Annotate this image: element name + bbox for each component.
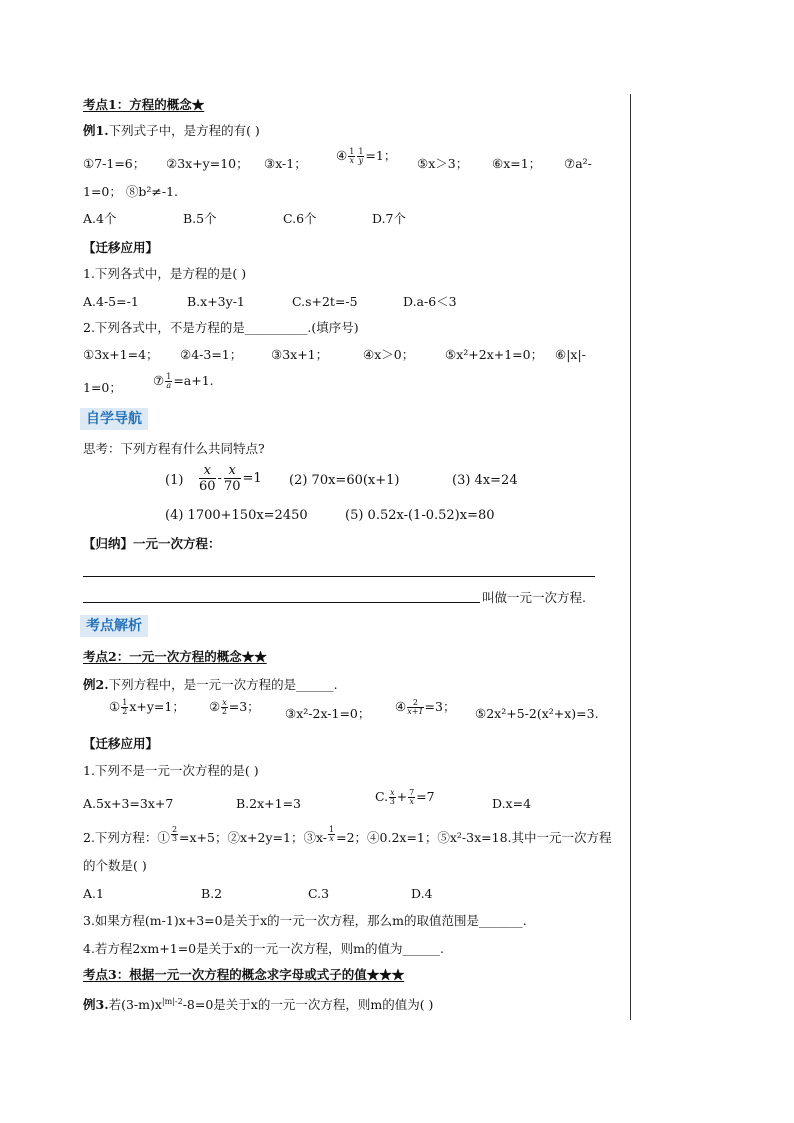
summary-tail: 叫做一元一次方程. (482, 590, 586, 605)
equation-4: (4) 1700+150x=2450 (165, 508, 308, 523)
item-4: ④ $\frac{2}{x+1}$ =3； (395, 698, 456, 716)
transfer-heading: 【迁移应用】 (83, 240, 159, 255)
item-4: ④ $\frac{1}{x}$ $\frac{1}{y}$ =1； (336, 147, 397, 165)
item-3: ③x²-2x-1=0； (285, 706, 371, 721)
right-margin-rule (630, 94, 631, 1020)
item-3: ③x-1； (264, 156, 307, 171)
item-5: ⑤x²+2x+1=0； (445, 347, 544, 362)
example-1-items-cont: 1=0； ⑧b²≠-1. (83, 184, 178, 199)
item-1: ①3x+1=4； (83, 347, 159, 362)
choice-c: C.3 (308, 886, 330, 901)
equation-2: (2) 70x=60(x+1) (289, 473, 400, 488)
example-text: 下列方程中，是一元一次方程的是______. (108, 677, 338, 692)
k1-question-2: 2.下列各式中，不是方程的是__________.(填序号) (83, 320, 359, 335)
answer-line-2 (83, 602, 480, 603)
item-5: ⑤2x²+5-2(x²+x)=3. (475, 706, 599, 721)
choice-a: A.5x+3=3x+7 (83, 796, 174, 811)
k2-question-2: 2.下列方程：① $\frac{2}{3}$ =x+5；②x+2y=1；③x- $\frac{1}{x}$ =2；④0.2x=1；⑤x²-3x=18.其中一元一次方程 (83, 825, 612, 845)
fraction: $\frac{1}{x}$ (349, 147, 355, 165)
example-label: 例1. (83, 123, 109, 138)
item-1: ①7-1=6； (83, 156, 146, 171)
choice-d: D.a-6＜3 (403, 294, 457, 309)
fraction: $\frac{1}{a}$ (166, 372, 172, 390)
item-6: ⑥x=1； (492, 156, 542, 171)
choice-a: A.1 (83, 886, 104, 901)
transfer-heading: 【迁移应用】 (83, 736, 159, 751)
item-2: ②3x+y=10； (166, 156, 249, 171)
choice-a: A.4个 (83, 211, 117, 226)
example-2 (83, 677, 338, 693)
fraction: $\frac{1}{y}$ (358, 147, 364, 165)
choice-c: C. $\frac{x}{3}$ + $\frac{7}{x}$ =7 (375, 788, 435, 806)
example-1 (83, 123, 260, 139)
choice-b: B.5个 (183, 211, 217, 226)
equation-3: (3) 4x=24 (452, 473, 518, 488)
k2-question-4: 4.若方程2xm+1=0是关于x的一元一次方程，则m的值为______. (83, 941, 445, 956)
think-prompt: 思考：下列方程有什么共同特点? (83, 441, 265, 456)
summary-label: 【归纳】一元一次方程： (83, 536, 221, 551)
choice-b: B.2 (201, 886, 223, 901)
section-title-k1: 考点1：方程的概念★ (83, 97, 205, 112)
choice-c: C.s+2t=-5 (292, 294, 358, 309)
equation-1: $\frac{x}{60}$ - $\frac{x}{70}$ =1 (199, 463, 262, 494)
answer-line-1 (83, 576, 595, 577)
k2-question-1: 1.下列不是一元一次方程的是( ) (83, 763, 259, 778)
worksheet-page: 考点1：方程的概念★ 例1.下列式子中，是方程的有( ) ①7-1=6； ②3x+y=10； ③x-1； ④ $\frac{1}{x}$ $\frac{1}{y}$ =1； ⑤x＞3； ⑥x=1； ⑦a²- 1=0； ⑧b²≠-1. A.4个 B.5个 C.6个 D.7个 【迁移应用】 1.下列各式中，是方程的是( ) A.4-5=-1 B.x+3y-1 C.s+2t=-5 D.a-6＜3 2.下列各式中，不是方程的是__________.(填序号) ①3x+1=4； ②4-3=1； ③3x+1； ④x＞0； ⑤x²+2x+1=0； ⑥|x|- 1=0； ⑦ $\frac{1}{a}$ =a+1. 自学导航 思考：下列方程有什么共同特点? (1) $\frac{x}{60}$ - $\frac{x}{70}$ =1 (2) 70x=60(x+1) (3) 4x=24 (4) 1700+150x=2450 (5) 0.52x-(1-0.52)x=80 【归纳】一元一次方程： 叫做一元一次方程. 考点解析 考点2：一元一次方程的概念★★ 例2.下列方程中，是一元一次方程的是______. ① $\frac{1}{2}$ x+y=1； ② $\frac{x}{2}$ =3； ③x²-2x-1=0； ④ $\frac{2}{x+1}$ =3； ⑤2x²+5-2(x²+x)=3. 【迁移应用】 1.下列不是一元一次方程的是( ) A.5x+3=3x+7 B.2x+1=3 C. $\frac{x}{3}$ + $\frac{7}{x}$ =7 D.x=4 2.下列方程：① $\frac{2}{3}$ =x+5；②x+2y=1；③x- $\frac{1}{x}$ =2；④0.2x=1；⑤x²-3x=18.其中一元一次方程 的个数是( ) A.1 B.2 C.3 D.4 3.如果方程(m-1)x+3=0是关于x的一元一次方程，那么m的取值范围是_______. 4.若方程2xm+1=0是关于x的一元一次方程，则m的值为______. 考点3：根据一元一次方程的概念求字母或式子的值★★★ 例3.若$(3-m)x^{|m|-2}-8=0$是关于x的一元一次方程，则m的值为( ) (0, 0, 794, 1123)
example-3: 例3.若$(3-m)x^{|m|-2}-8=0$是关于x的一元一次方程，则m的值为( ) (83, 997, 434, 1013)
choice-b: B.x+3y-1 (187, 294, 245, 309)
item-2: ② $\frac{x}{2}$ =3； (209, 698, 260, 716)
item-7: ⑦ $\frac{1}{a}$ =a+1. (153, 372, 214, 390)
example-label: 例3. (83, 997, 109, 1013)
item-3: ③3x+1； (271, 347, 329, 362)
choice-d: D.x=4 (492, 796, 532, 811)
item-1: ① $\frac{1}{2}$ x+y=1； (109, 698, 185, 716)
choice-d: D.4 (411, 886, 433, 901)
choice-c: C.6个 (283, 211, 317, 226)
k2-question-3: 3.如果方程(m-1)x+3=0是关于x的一元一次方程，那么m的取值范围是_______. (83, 913, 527, 928)
choice-b: B.2x+1=3 (236, 796, 302, 811)
item-5: ⑤x＞3； (417, 156, 469, 171)
item-7: ⑦a²- (564, 156, 592, 171)
example-label: 例2. (83, 677, 109, 692)
section-title-k3: 考点3：根据一元一次方程的概念求字母或式子的值★★★ (83, 967, 405, 982)
banner-analysis: 考点解析 (80, 615, 148, 637)
item-4: ④x＞0； (363, 347, 415, 362)
k1-question-1: 1.下列各式中，是方程的是( ) (83, 266, 247, 281)
banner-self-study: 自学导航 (80, 408, 148, 430)
item-6: ⑥|x|- (555, 347, 586, 362)
equation-5: (5) 0.52x-(1-0.52)x=80 (345, 508, 495, 523)
choice-d: D.7个 (372, 211, 407, 226)
item-2: ②4-3=1； (180, 347, 243, 362)
choice-a: A.4-5=-1 (83, 294, 139, 309)
k2-question-2-line2: 的个数是( ) (83, 858, 147, 873)
example-text: 下列式子中，是方程的有( ) (108, 123, 260, 138)
section-title-k2: 考点2：一元一次方程的概念★★ (83, 649, 267, 664)
